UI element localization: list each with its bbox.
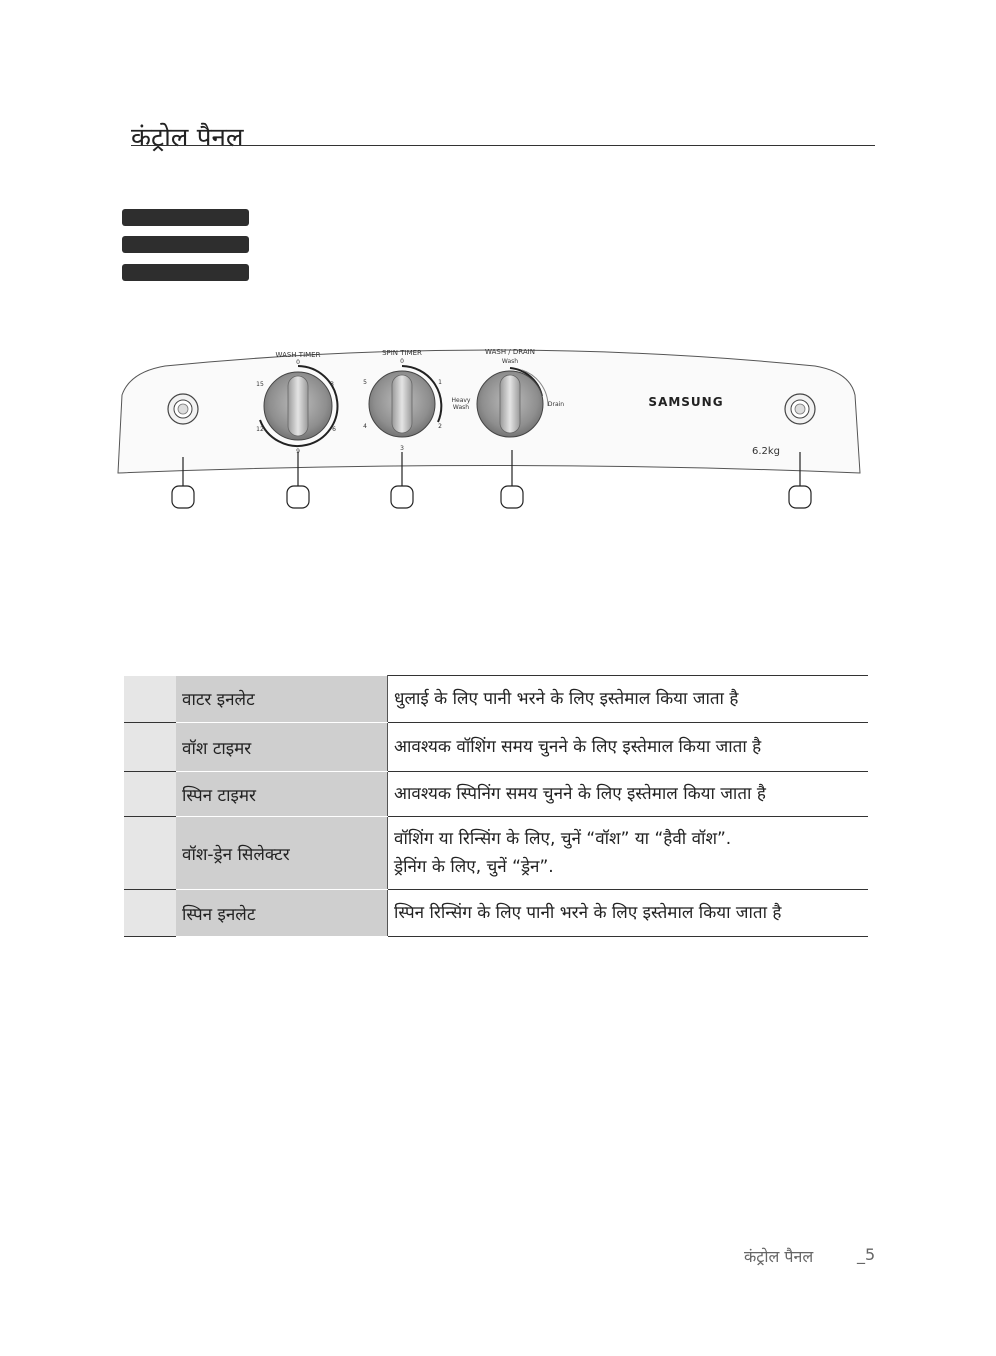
part-number-cell	[124, 723, 176, 772]
spin-inlet-icon	[785, 394, 815, 424]
desc-line: आवश्यक वॉशिंग समय चुनने के लिए इस्तेमाल किया जाता है	[394, 737, 762, 757]
part-number-cell	[124, 890, 176, 937]
part-name: वॉश-ड्रेन सिलेक्टर	[176, 817, 388, 890]
parts-table	[124, 675, 868, 937]
spin-tick: 1	[438, 379, 442, 386]
part-name: स्पिन टाइमर	[176, 772, 388, 817]
table-row	[124, 890, 868, 937]
part-number-cell	[124, 817, 176, 890]
title-underline	[131, 145, 875, 146]
desc-line: आवश्यक स्पिनिंग समय चुनने के लिए इस्तेमाल किया जाता है	[394, 784, 766, 804]
model-label-bar-2	[122, 236, 249, 253]
callout-markers	[172, 486, 811, 508]
spin-tick: 2	[438, 423, 442, 430]
brand-logo: SAMSUNG	[648, 395, 724, 409]
control-panel-illustration	[110, 340, 870, 520]
spin-tick: 4	[363, 423, 367, 430]
wash-tick: 15	[256, 381, 264, 388]
table-row	[124, 676, 868, 723]
part-name: वॉश टाइमर	[176, 723, 388, 772]
page-title: कंट्रोल पैनल	[131, 123, 244, 153]
desc-line: स्पिन रिन्सिंग के लिए पानी भरने के लिए इस्तेमाल किया जाता है	[394, 903, 782, 923]
footer-page-number: _5	[857, 1245, 876, 1264]
heavy-wash-label: Heavy	[451, 397, 471, 404]
model-label-bar-1	[122, 209, 249, 226]
part-description	[388, 723, 869, 772]
part-description	[388, 772, 869, 817]
wash-tick: 0	[296, 359, 300, 366]
desc-line: वॉशिंग या रिन्सिंग के लिए, चुनें “वॉश” या “हैवी वॉश”.	[394, 829, 732, 849]
spin-timer-label: SPIN TIMER	[382, 349, 422, 357]
part-name: स्पिन इनलेट	[176, 890, 388, 937]
spin-tick: 0	[400, 358, 404, 365]
wash-tick: 6	[332, 426, 336, 433]
part-description	[388, 890, 869, 937]
footer-section-title: कंट्रोल पैनल	[744, 1247, 814, 1266]
wash-tick: 3	[330, 381, 334, 388]
heavy-wash-label: Wash	[452, 404, 470, 411]
drain-option-label: Drain	[547, 401, 565, 408]
table-row	[124, 772, 868, 817]
wash-tick: 9	[296, 448, 300, 455]
table-row	[124, 817, 868, 890]
desc-line: धुलाई के लिए पानी भरने के लिए इस्तेमाल किया जाता है	[394, 689, 739, 709]
desc-line: ड्रेनिंग के लिए, चुनें “ड्रेन”.	[394, 857, 554, 877]
wash-drain-label: WASH / DRAIN	[485, 348, 535, 356]
part-number-cell	[124, 772, 176, 817]
wash-tick: 12	[256, 426, 264, 433]
table-row	[124, 723, 868, 772]
capacity-label: 6.2kg	[751, 446, 781, 457]
wash-option-label: Wash	[501, 358, 519, 365]
part-name: वाटर इनलेट	[176, 676, 388, 723]
spin-tick: 5	[363, 379, 367, 386]
part-description	[388, 676, 869, 723]
wash-timer-label: WASH TIMER	[275, 351, 321, 359]
model-label-bar-3	[122, 264, 249, 281]
part-number-cell	[124, 676, 176, 723]
part-description	[388, 817, 869, 890]
spin-tick: 3	[400, 445, 404, 452]
water-inlet-icon	[168, 394, 198, 424]
